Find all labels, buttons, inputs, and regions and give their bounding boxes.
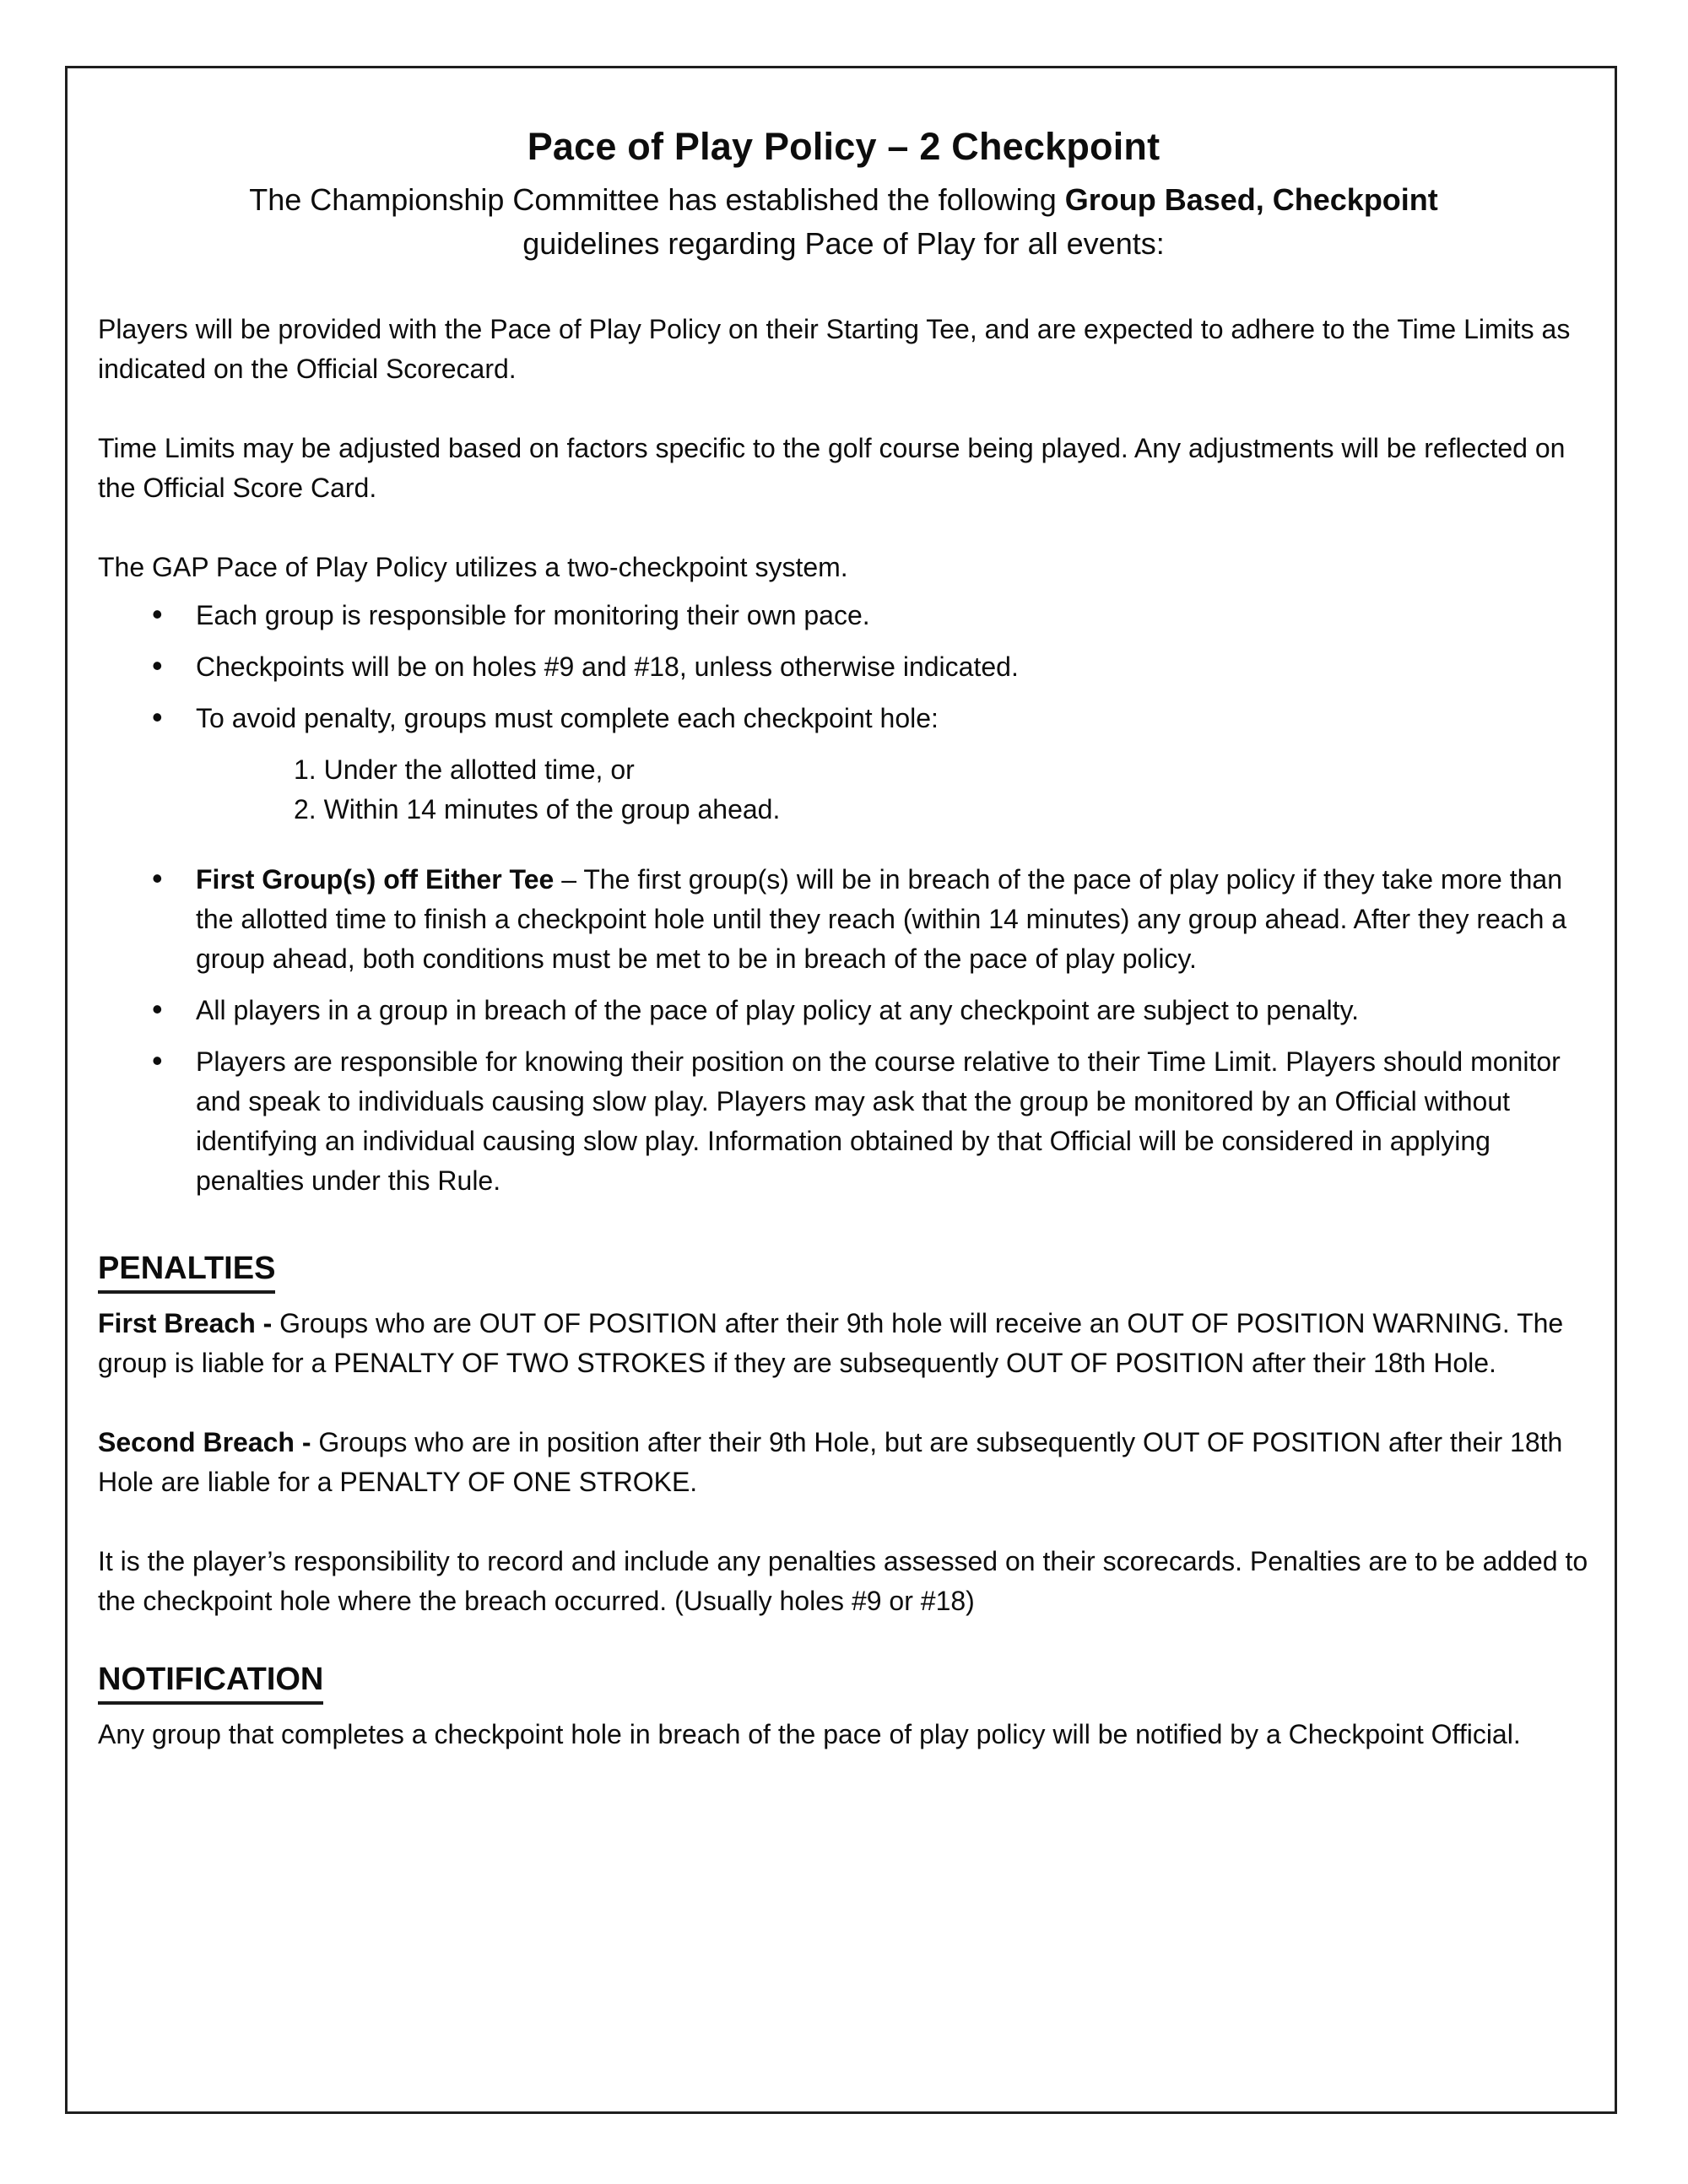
notification-heading <box>98 1661 1589 1705</box>
paragraph-policy-provided: Players will be provided with the Pace of Play Policy on their Starting Tee, and are expected to adhere to the Time Limits as indicated on the Official Scorecard. <box>98 314 1571 385</box>
second-breach-lead-bold: Second Breach - <box>98 1426 319 1457</box>
subtitle-line2: guidelines regarding Pace of Play for all events: <box>522 226 1165 262</box>
subtitle-bold-text: Group Based, Checkpoint <box>1064 182 1438 217</box>
paragraph-notification: Any group that completes a checkpoint hole in breach of the pace of play policy will be notified by a Checkpoint Official. <box>98 1718 1521 1749</box>
checkpoint-conditions-list <box>98 750 1589 830</box>
first-group-body: – The first group(s) will be in breach of the pace of play policy if they take more than the allotted time to finish a checkpoint hole until they reach (within 14 minutes) any group ahead. After they reach a group ahead, both conditions must be met to be in breach of the pace of play policy. <box>196 864 1567 975</box>
bullet-player-responsibility: • Players are responsible for knowing their position on the course relative to their Time Limit. Players should monitor and speak to individuals causing slow play. Players may ask that the group be monitored by an Official without identifying an individual causing slow play. Information obtained by that Official will be considered in applying penalties under this Rule. <box>98 1042 1589 1201</box>
penalties-heading <box>98 1250 1589 1294</box>
checkpoint-bullet-list <box>98 596 1589 738</box>
notification-heading-text: NOTIFICATION <box>98 1661 323 1705</box>
bullet-own-pace: • Each group is responsible for monitoring their own pace. <box>98 596 1589 635</box>
first-breach-lead-bold: First Breach - <box>98 1307 280 1338</box>
paragraph-system-intro: The GAP Pace of Play Policy utilizes a two-checkpoint system. <box>98 552 848 583</box>
policy-bullet-list <box>98 860 1589 1201</box>
condition-within-14: 2. Within 14 minutes of the group ahead. <box>294 794 781 825</box>
bullet-first-group <box>98 860 1589 979</box>
paragraph-scorecard-note: It is the player’s responsibility to record and include any penalties assessed on their scorecards. Penalties are to be added to the checkpoint hole where the breach occurred. (Usually holes #9 or #18) <box>98 1545 1588 1616</box>
first-breach-body: Groups who are OUT OF POSITION after their 9th hole will receive an OUT OF POSITION WARNING. The group is liable for a PENALTY OF TWO STROKES if they are subsequently OUT OF POSITION after their 18th Hole. <box>98 1307 1564 1378</box>
bullet-all-players: • All players in a group in breach of the pace of play policy at any checkpoint are subject to penalty. <box>98 991 1589 1030</box>
bullet-avoid-penalty: • To avoid penalty, groups must complete each checkpoint hole: <box>98 699 1589 738</box>
document-title: Pace of Play Policy – 2 Checkpoint <box>527 125 1160 168</box>
first-group-lead-bold: First Group(s) off Either Tee <box>196 864 555 895</box>
document-subtitle <box>127 178 1561 266</box>
penalties-heading-text: PENALTIES <box>98 1250 275 1294</box>
bullet-checkpoint-holes: • Checkpoints will be on holes #9 and #18, unless otherwise indicated. <box>98 647 1589 687</box>
subtitle-text: The Championship Committee has established the following <box>249 182 1065 217</box>
paragraph-second-breach <box>98 1423 1589 1502</box>
second-breach-body: Groups who are in position after their 9th Hole, but are subsequently OUT OF POSITION after their 18th Hole are liable for a PENALTY OF ONE STROKE. <box>98 1426 1563 1497</box>
paragraph-first-breach <box>98 1304 1589 1383</box>
condition-under-time: 1. Under the allotted time, or <box>294 754 635 786</box>
page-border-frame <box>65 66 1617 2114</box>
document-content <box>68 68 1615 2111</box>
paragraph-time-limits-adjusted: Time Limits may be adjusted based on factors specific to the golf course being played. Any adjustments will be reflected on the Official Score Card. <box>98 433 1566 504</box>
